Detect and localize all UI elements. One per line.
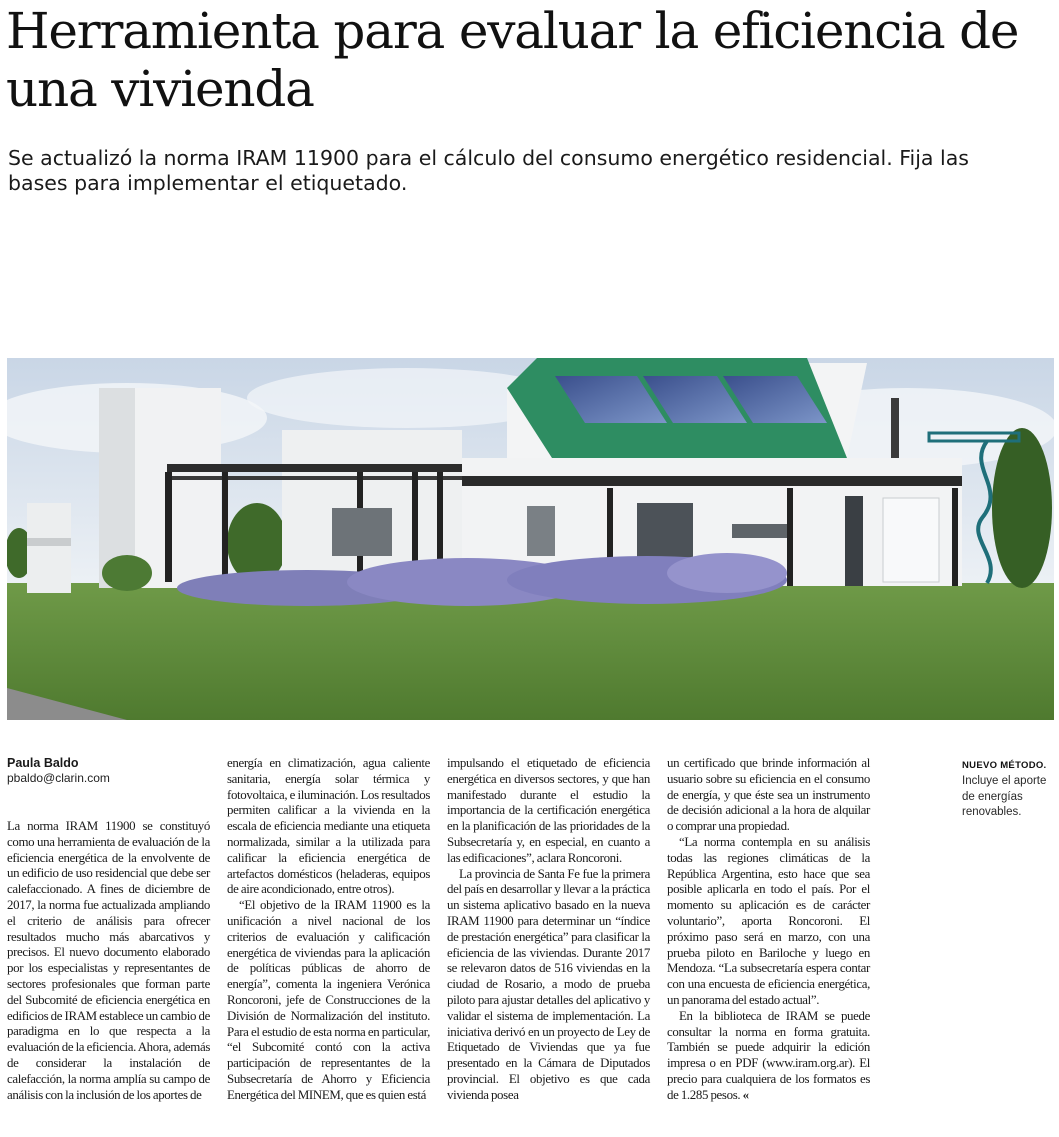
author-email[interactable]: pbaldo@clarin.com	[7, 771, 110, 785]
paragraph: La norma IRAM 11900 se constituyó como una herramienta de evaluación de la eficiencia energética de la envolvente de un edificio de uso residencial que debe ser calefaccionado. A fines de diciembre de 2017, la norma fue actualizada ampliando el criterio de análisis para ofrecer resultados mucho más abarcativos y precisos. El nuevo documento elaborado por los especialistas y representantes de sectores profesionales que forman parte del Subcomité de eficiencia energética en edificios de IRAM establece un cambio de paradigma en lo que respecta a la evaluación de la eficiencia. Ahora, además de considerar la instalación de calefacción, la norma amplía su campo de análisis con la inclusión de los aportes de	[7, 819, 210, 1102]
article-column-2	[227, 756, 430, 1104]
photo-caption	[962, 758, 1057, 821]
headline: Herramienta para evaluar la eficiencia de una vivienda	[6, 2, 1019, 118]
paragraph: un certificado que brinde información al usuario sobre su eficiencia en el consumo de energía, y que éste sea un instrumento de decisión adicional a la hora de alquilar o comprar una propiedad.	[667, 756, 870, 834]
article-column-4	[667, 756, 870, 1104]
caption-label: NUEVO MÉTODO.	[962, 760, 1047, 771]
paragraph-text: En la biblioteca de IRAM se puede consultar la norma en forma gratuita. También se puede adquirir la edición impresa o en PDF (www.iram.org.ar). El precio para cualquiera de los formatos es de 1.285 pesos.	[667, 1008, 870, 1102]
author-name: Paula Baldo	[7, 756, 79, 770]
paragraph: La provincia de Santa Fe fue la primera del país en desarrollar y llevar a la práctica un sistema aplicativo basado en la nueva IRAM 11900 para determinar un “índice de prestación energética” para clasificar la eficiencia de las viviendas. Durante 2017 se relevaron datos de 516 viviendas en la ciudad de Rosario, a modo de prueba piloto para ajustar detalles del aplicativo y validar el sistema de implementación. La iniciativa derivó en un proyecto de Ley de Etiquetado de Viviendas que ya fue presentado en la Cámara de Diputados provincial. El objetivo es que cada vivienda posea	[447, 866, 650, 1102]
subhead: Se actualizó la norma IRAM 11900 para el cálculo del consumo energético residencial. Fija las bases para implementar el etiquetado.	[8, 146, 969, 195]
article-photo	[7, 358, 1054, 720]
article-column-3	[447, 756, 650, 1104]
house-photo-illustration	[7, 358, 1054, 720]
article-column-1	[7, 819, 210, 1103]
paragraph: “El objetivo de la IRAM 11900 es la unificación a nivel nacional de los criterios de evaluación y calificación energética de viviendas para la aplicación de políticas públicas de ahorro de energía”, comenta la ingeniera Verónica Roncoroni, jefe de Construcciones de la División de Normalización del instituto. Para el estudio de esta norma en particular, “el Subcomité contó con la activa participación de representantes de la Subsecretaría de Ahorro y Eficiencia Energética del MINEM, que es quien está	[227, 898, 430, 1102]
end-mark: «	[740, 1087, 749, 1102]
paragraph: energía en climatización, agua caliente sanitaria, energía solar térmica y fotovoltaica, e iluminación. Los resultados permiten calificar a la vivienda en la escala de eficiencia mediante una etiqueta normalizada, similar a la utilizada para calificar la eficiencia energética de artefactos domésticos (heladeras, equipos de aire acondicionado, entre otros).	[227, 756, 430, 897]
paragraph: “La norma contempla en su análisis todas las regiones climáticas de la República Argentina, esto hace que sea posible aplicarla en todo el país. Por el momento su aplicación es de carácter voluntario”, aporta Roncoroni. El próximo paso será en marzo, con una prueba piloto en Bariloche y luego en Mendoza. “La subsecretaría espera contar con una encuesta de eficiencia energética, un panorama del estado actual”.	[667, 834, 870, 1007]
byline	[7, 756, 207, 786]
paragraph	[667, 1009, 870, 1104]
paragraph: impulsando el etiquetado de eficiencia energética en diversos sectores, y que han manifestado durante el estudio la importancia de la certificación energética en la planificación de las prioridades de la Subsecretaría y, en especial, en cuanto a las edificaciones”, aclara Roncoroni.	[447, 756, 650, 865]
caption-text: Incluye el aporte de energías renovables.	[962, 774, 1047, 819]
